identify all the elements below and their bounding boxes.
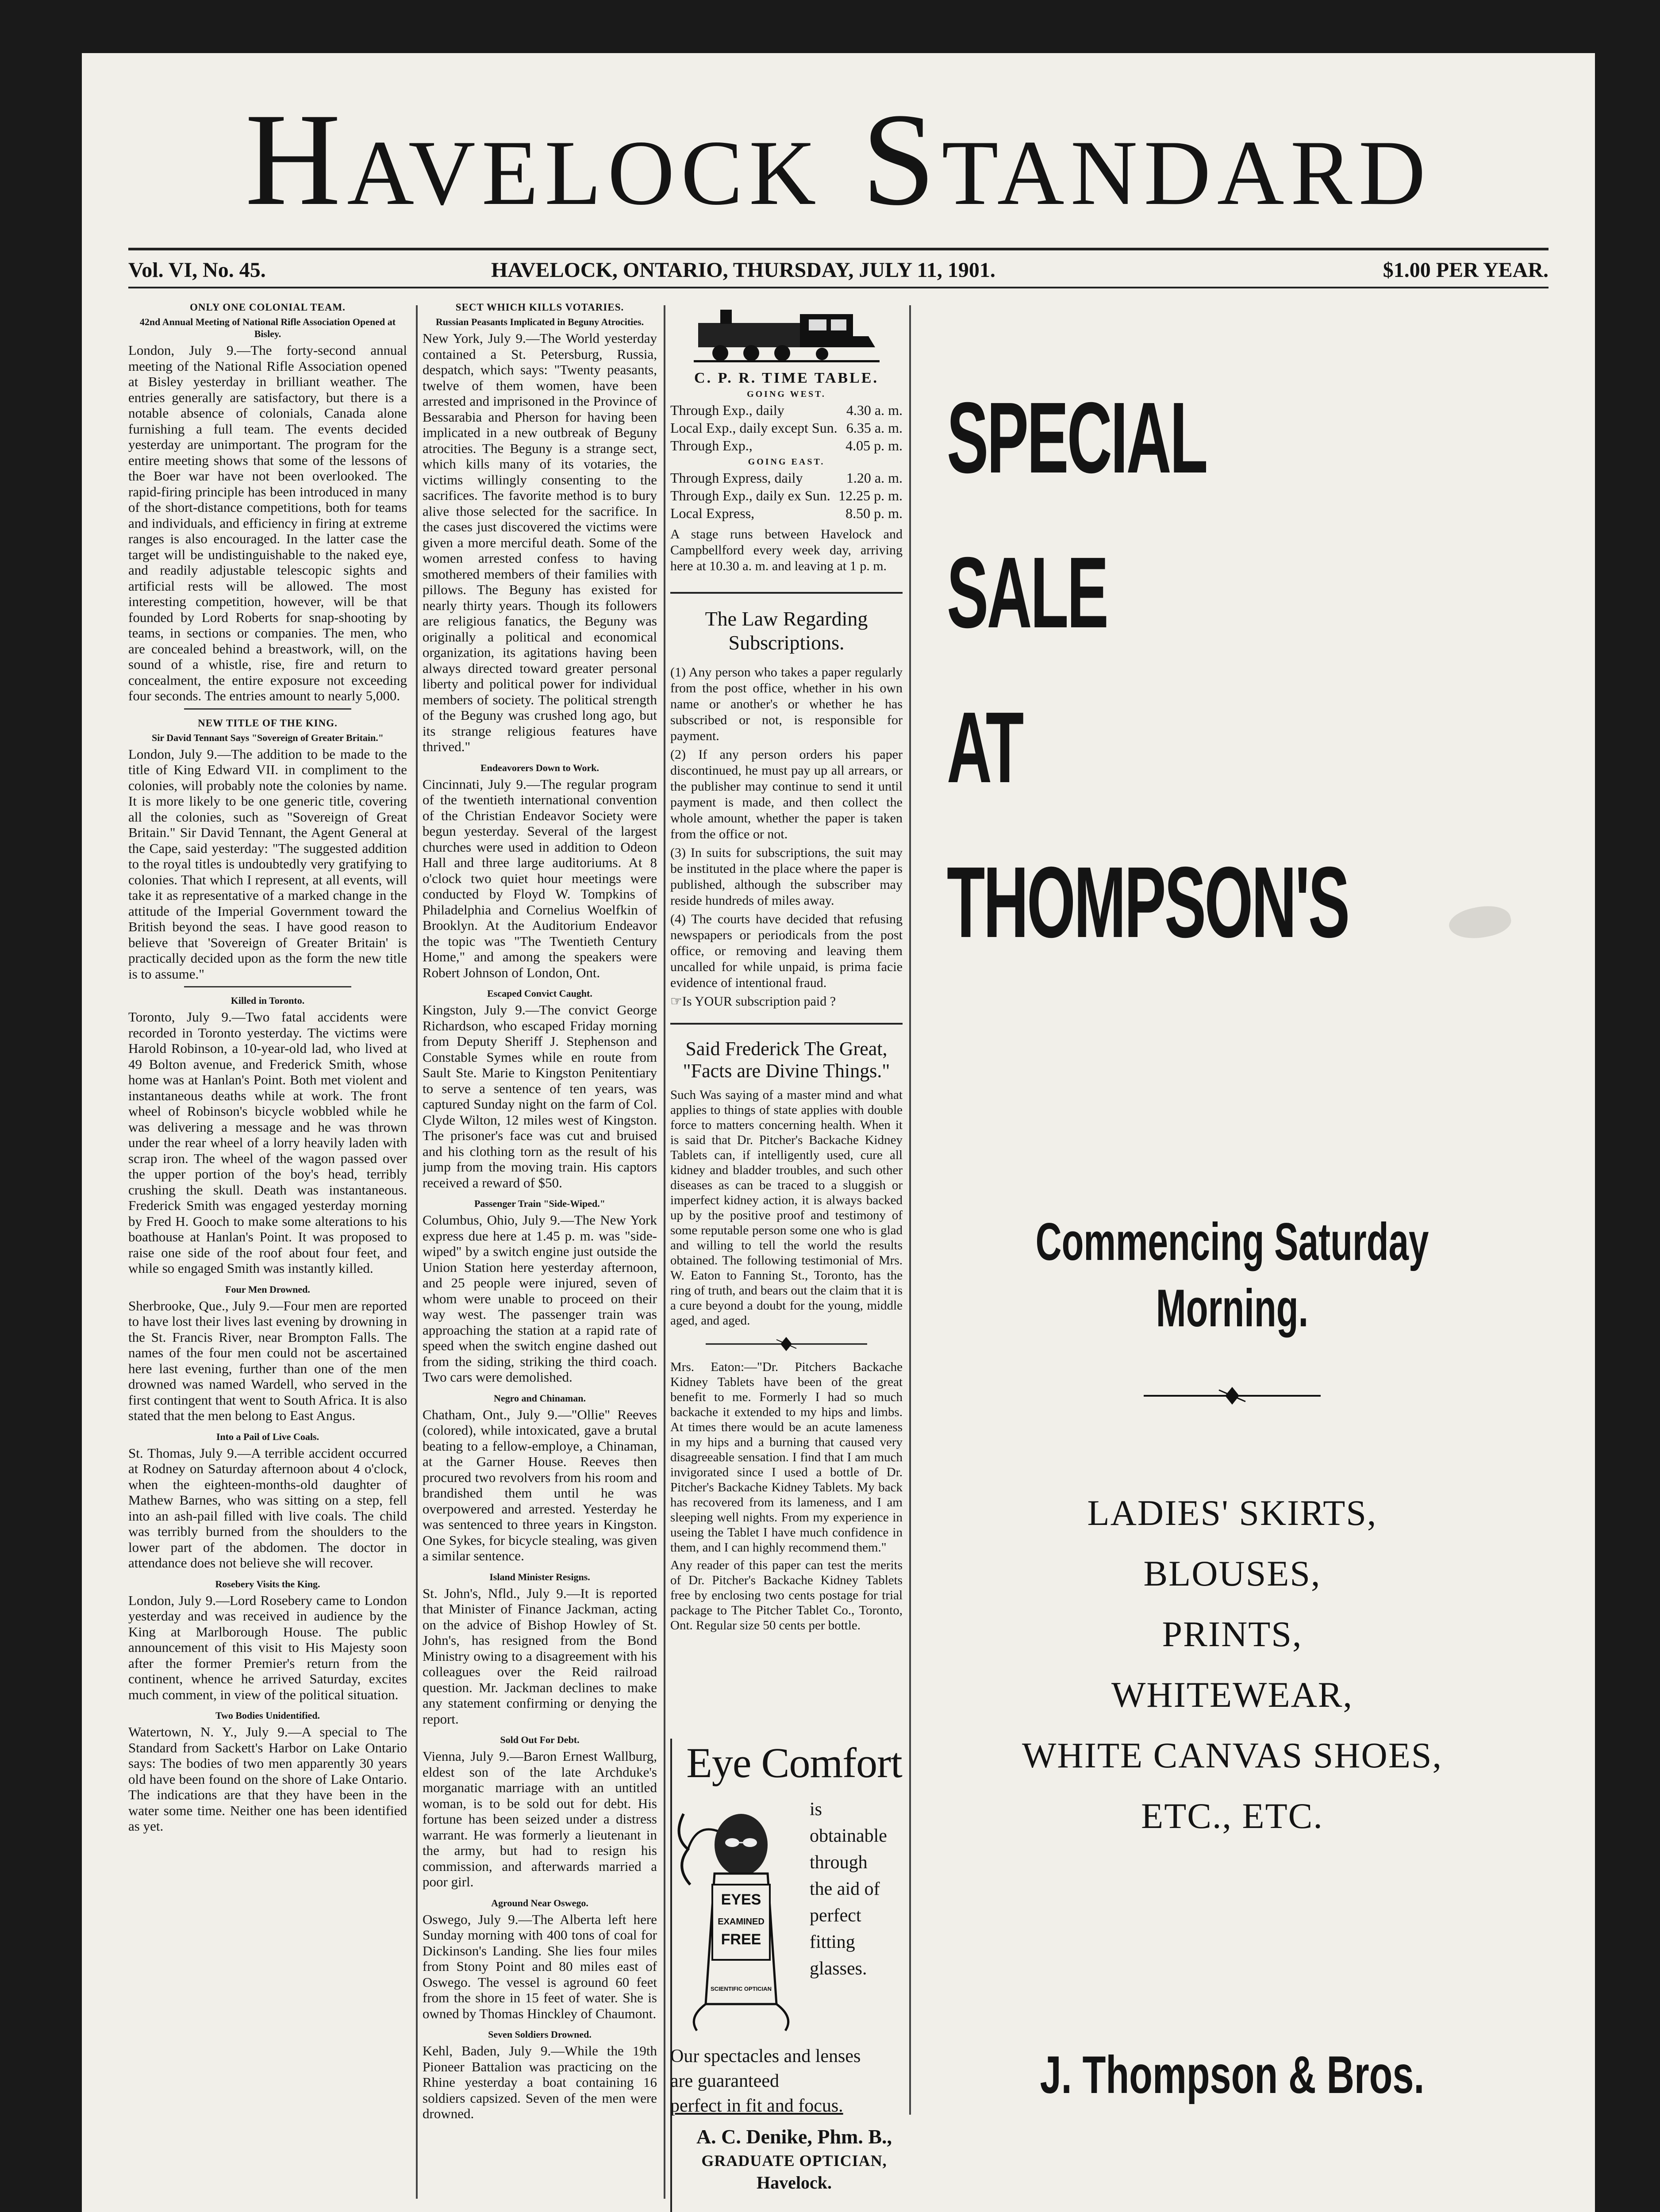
news-article: [423, 301, 657, 755]
eye-ad-line: perfect: [810, 1905, 861, 1926]
article-headline: Two Bodies Unidentified.: [215, 1710, 320, 1721]
article-headline: Four Men Drowned.: [225, 1283, 310, 1295]
section-rule: [670, 592, 903, 594]
sale-headline-line: SPECIAL: [947, 382, 1207, 494]
eye-ad-line: obtainable: [810, 1826, 887, 1846]
timetable-east-label: GOING EAST.: [748, 457, 825, 467]
news-article: [128, 301, 407, 710]
article-body: Kingston, July 9.—The convict George Richardson, who escaped Friday morning from Deputy Sheriff J. Stephenson and Constable Symes while en route from Sault Ste. Marie to Kingston Penitentiary to serve a sentence of ten years, was captured Sunday night on the farm of Col. Clyde Wilton, 12 miles west of Kingston. The prisoner's face was cut and bruised and his clothing torn as the result of his jump from the moving train. His captors received a reward of $50.: [423, 1002, 657, 1190]
eye-ad-guarantee-line: Our spectacles and lenses: [670, 2046, 861, 2066]
optician-town: Havelock.: [757, 2173, 832, 2193]
law-clause: (2) If any person orders his paper discontinued, he must pay up all arrears, or the publisher may continue to send it until payment is made, and then collect the whole amount, whether the paper is taken from the office or not.: [670, 747, 903, 841]
article-divider: [184, 986, 351, 987]
article-headline: Rosebery Visits the King.: [215, 1578, 320, 1590]
sale-headline-line: SALE: [947, 537, 1107, 649]
offer-body: Any reader of this paper can test the merits of Dr. Pitcher's Backache Kidney Tablets free by enclosing two cents postage for trial package to The Pitcher Tablet Co., Toronto, Ont. Regular size 50 cents per bottle.: [670, 1558, 903, 1632]
article-body: London, July 9.—Lord Rosebery came to London yesterday and was received in audience by the King at Marlborough House. The public announcement of this visit to His Majesty soon after the former Premier's return from the continent, whence he arrived Saturday, excites much comment, in view of the political situation.: [128, 1592, 407, 1702]
news-article: [423, 1571, 657, 1727]
article-subhead: Russian Peasants Implicated in Beguny Atrocities.: [435, 316, 644, 327]
sign-eyes: EYES: [721, 1891, 761, 1908]
eye-ad-line: through: [810, 1852, 868, 1873]
timetable-row: [670, 437, 903, 454]
article-subhead: Sir David Tennant Says "Sovereign of Greater Britain.": [152, 732, 384, 743]
column-divider: [416, 305, 418, 2199]
news-article: [423, 2028, 657, 2122]
testimonial-body: Mrs. Eaton:—"Dr. Pitchers Backache Kidney Tablets have been of the great benefit to me. Formerly I had so much backache it extended to my hips and limbs. At times there would be an acute lameness in my hips and a burning that caused very disagreeable sensation. I find that I am much invigorated since I used a bottle of Dr. Pitcher's Backache Kidney Tablets. My back has recovered from its lameness, and I am sleeping well nights. From my experience in useing the Tablet I have much confidence in them, and I can highly recommend them.": [670, 1360, 903, 1555]
eye-comfort-ad: [670, 1739, 918, 2212]
news-article: [128, 717, 407, 988]
sale-item: LADIES' SKIRTS,: [1087, 1493, 1377, 1533]
train-time: 8.50 p. m.: [845, 505, 903, 521]
sign-free: FREE: [721, 1931, 761, 1948]
article-headline: Into a Pail of Live Coals.: [216, 1431, 319, 1442]
article-subhead: 42nd Annual Meeting of National Rifle Association Opened at Bisley.: [139, 316, 396, 339]
sale-item: WHITEWEAR,: [1111, 1674, 1353, 1715]
article-body: London, July 9.—The forty-second annual meeting of the National Rifle Association opened at Bisley yesterday in brilliant weather. The entries generally are satisfactory, but there is a notable absence of colonials, Canada alone furnishing a full team. The events decided yesterday are unimportant. The program for the entire meeting shows that some of the lessons of the Boer war have not been overlooked. The rapid-firing principle has been introduced in many of the short-distance competitions, both for teams and individuals, and efficiency in firing at extreme ranges is also encouraged. In the latter case the target will be undistinguishable to the naked eye, and readily adjustable telescopic sights and artificial rests will be allowed. The most interesting competition, however, will be that founded by Lord Roberts for snap-shooting by teams, in sections or companies. The men, who are concealed behind a breastwork, will, on the sound of a whistle, rise, fire and return to concealment, the entire exposure not exceeding four seconds. The entries amount to nearly 5,000.: [128, 342, 407, 703]
article-body: New York, July 9.—The World yesterday contained a St. Petersburg, Russia, despatch, which says: "Twenty peasants, twelve of them women, have been arrested and imprisoned in the Province of Bessarabia and Pherson for having been implicated in a new outbreak of Beguny atrocities. The Beguny is a strange sect, which kills many of its votaries, the victims willingly consenting to the sacrifices. The favorite method is to bury alive those selected for the sacrifice. In the cases just discovered the victims were given a more merciful death. Some of the women arrested confess to having smothered members of their families with pillows. The Beguny has existed for nearly thirty years. Though its followers are religious fanatics, the Beguny was originally a political and economical organization, its agitations having been always directed toward greater personal liberty and political power for individual members of society. The political strength of the Beguny was crushed long ago, but its strange religious features have thrived.": [423, 330, 657, 754]
store-signature: J. Thompson & Bros.: [1040, 2045, 1425, 2104]
law-reminder: ☞Is YOUR subscription paid ?: [670, 994, 836, 1009]
eye-ad-title: Eye Comfort: [686, 1739, 902, 1786]
eye-ad-guarantee-line: are guaranteed: [670, 2071, 779, 2091]
timetable-row: [670, 401, 903, 419]
sale-item: WHITE CANVAS SHOES,: [1022, 1735, 1442, 1775]
section-rule: [670, 1023, 903, 1025]
locomotive-illustration: [694, 305, 880, 363]
eye-ad-copy: [810, 1796, 903, 1982]
news-article: [128, 995, 407, 1276]
news-article: [128, 1578, 407, 1703]
timetable-west-label: GOING WEST.: [747, 389, 826, 399]
sale-headline-line: THOMPSON'S: [947, 846, 1349, 959]
eye-ad-line: is: [810, 1799, 822, 1820]
article-divider: [184, 708, 351, 710]
article-body: Toronto, July 9.—Two fatal accidents were recorded in Toronto yesterday. The victims were Harold Robinson, a 10-year-old lad, who lived at 49 Bolton avenue, and Frederick Smith, whose home was at Hanlan's Point. Both met violent and instantaneous deaths while at work. The front wheel of Robinson's bicycle wobbled while he was delivering a message and he was thrown under the rear wheel of a lorry heavily laden with scrap iron. The wheel of the wagon passed over the upper portion of the boy's head, terribly crushing the skull. Death was instantaneous. Frederick Smith was engaged yesterday morning by Fred H. Gooch to make some alterations to his boathouse at Hanlan's Point. It was proposed to raise one side of the roof about four feet, and while so engaged Smith was instantly killed.: [128, 1009, 407, 1276]
article-headline: Passenger Train "Side-Wiped.": [474, 1198, 605, 1209]
train-time: 4.30 a. m.: [846, 402, 903, 418]
sale-item: ETC., ETC.: [1141, 1796, 1323, 1836]
news-column-1: [128, 301, 407, 2203]
timetable-title: C. P. R. TIME TABLE.: [694, 370, 879, 386]
article-headline: Island Minister Resigns.: [489, 1571, 590, 1582]
train-time: 1.20 a. m.: [846, 470, 903, 486]
eye-ad-line: glasses.: [810, 1959, 867, 1979]
frederick-title: Said Frederick The Great, "Facts are Divine Things.": [683, 1038, 890, 1082]
dateline: [128, 254, 1549, 290]
article-body: Watertown, N. Y., July 9.—A special to The Standard from Sackett's Harbor on Lake Ontario says: The bodies of two men apparently 30 years old have been found on the shore of Lake Ontario. The indications are that they have been in the water some time. Neither one has been identified as yet.: [128, 1724, 407, 1834]
place-date: HAVELOCK, ONTARIO, THURSDAY, JULY 11, 1901.: [491, 258, 995, 282]
newspaper-page: [82, 53, 1595, 2212]
masthead-title: Havelock Standard: [245, 86, 1432, 233]
masthead-rule: [128, 248, 1549, 250]
news-article: [423, 1392, 657, 1564]
ornament-divider: [670, 1331, 903, 1357]
sign-scientific-optician: SCIENTIFIC OPTICIAN: [711, 1985, 772, 1992]
news-article: [423, 1897, 657, 2022]
news-article: [423, 1734, 657, 1890]
article-body: Vienna, July 9.—Baron Ernest Wallburg, eldest son of the late Archduke's morganatic marriage with an untitled woman, is to be sold out for debt. His fortune has been seized under a distress warrant. He was formerly a lieutenant in the army, but had to resign his commission, and afterwards married a poor girl.: [423, 1748, 657, 1889]
news-article: [423, 762, 657, 981]
law-clause: (4) The courts have decided that refusing newspapers or periodicals from the post office, or removing and leaving them uncalled for while unpaid, is prima facie evidence of intentional fraud.: [670, 912, 903, 990]
sale-start-time: Morning.: [1156, 1279, 1309, 1338]
eye-ad-guarantee: [670, 2044, 918, 2118]
timetable-row: [670, 504, 903, 522]
ornament-divider: [1144, 1380, 1321, 1411]
volume-number: Vol. VI, No. 45.: [128, 258, 266, 282]
article-headline: Negro and Chinaman.: [493, 1392, 586, 1404]
article-body: Sherbrooke, Que., July 9.—Four men are reported to have lost their lives last evening by drowning in the St. Francis River, near Brompton Falls. The names of the four men could not be ascertained here last evening, further than one of the men drowned was named Wardell, who served in the first contingent that went to South Africa. It is also stated that the men belong to East Angus.: [128, 1298, 407, 1423]
train-name: Local Exp., daily except Sun.: [670, 420, 838, 436]
news-article: [128, 1283, 407, 1424]
dateline-rule: [128, 287, 1549, 288]
subscription-price: $1.00 PER YEAR.: [1383, 258, 1549, 282]
timetable-row: [670, 469, 903, 487]
article-headline: Escaped Convict Caught.: [487, 988, 592, 999]
frederick-body: Such Was saying of a master mind and what applies to things of state applies with double force to matters concerning health. When it is said that Dr. Pitcher's Backache Kidney Tablets can, if intelligently used, cure all kidney and bladder troubles, and such other diseases as can be traced to a sluggish or imperfect kidney action, it is always backed up by the positive proof and testimony of some reputable person some one who is glad and willing to tell the world the results obtained. The following testimonial of Mrs. W. Eaton to Fanning St., Toronto, has the ring of truth, and bears out the claim that it is a cure beyond a doubt for the young, middle aged, and aged.: [670, 1088, 903, 1328]
timetable-row: [670, 487, 903, 504]
train-name: Through Express, daily: [670, 470, 803, 486]
train-name: Local Express,: [670, 505, 755, 521]
train-time: 4.05 p. m.: [845, 438, 903, 453]
train-name: Through Exp., daily: [670, 402, 784, 418]
news-article: [423, 1198, 657, 1385]
optician-signature: [670, 2124, 918, 2194]
news-column-2: [423, 301, 657, 2203]
article-headline: Aground Near Oswego.: [491, 1897, 588, 1909]
news-article: [423, 987, 657, 1190]
optician-name: A. C. Denike, Phm. B.,: [696, 2125, 892, 2148]
news-article: [128, 1709, 407, 1834]
article-body: London, July 9.—The addition to be made to the title of King Edward VII. in compliment to the colonies, will probably note the colonies by name. It is more likely to be one generic title, covering all the colonies, such as "Sovereign of Great Britain." Sir David Tennant, the Agent General at the Cape, said yesterday: "The suggested addition to the royal titles is undoubtedly very gratifying to colonies. That which I represent, at all events, will take it as representative of a marked change in the attitude of the Imperial Government toward the British beyond the seas. I have good reason to believe that 'Sovereign of Greater Britain' is practically decided upon as the form the new title is to assume.": [128, 746, 407, 982]
article-body: Kehl, Baden, July 9.—While the 19th Pioneer Battalion was practicing on the Rhine yesterday a boat containing 16 soldiers capsized. Seven of the men were drowned.: [423, 2043, 657, 2121]
article-body: Oswego, July 9.—The Alberta left here Sunday morning with 400 tons of coal for Dickinson's Landing. She lies four miles from Stony Point and 80 miles east of Oswego. The vessel is aground 60 feet from the shore in 15 feet of water. She is owned by Thomas Hinckley of Chaumont.: [423, 1911, 657, 2021]
stage-note: A stage runs between Havelock and Campbellford every week day, arriving here at 10.30 a. m. and leaving at 1 p. m.: [670, 527, 903, 573]
article-headline: Endeavorers Down to Work.: [480, 762, 599, 773]
sale-start: Commencing Saturday: [1035, 1212, 1429, 1271]
column-divider: [664, 305, 665, 2199]
article-headline: NEW TITLE OF THE KING.: [198, 717, 338, 729]
optician-figure-illustration: [670, 1796, 807, 2035]
sale-items-list: [914, 1491, 1551, 1855]
sign-examined: EXAMINED: [718, 1917, 765, 1927]
article-headline: Sold Out For Debt.: [500, 1734, 580, 1745]
law-title: The Law Regarding Subscriptions.: [705, 607, 868, 654]
law-clause: (3) In suits for subscriptions, the suit may be instituted in the place where the paper is published, although the subscriber may reside hundreds of miles away.: [670, 845, 903, 908]
sale-item: PRINTS,: [1162, 1614, 1303, 1654]
timetable-row: [670, 419, 903, 437]
eye-ad-guarantee-line: perfect in fit and focus.: [670, 2096, 843, 2116]
thompsons-sale-ad: [914, 301, 1551, 2203]
article-body: Columbus, Ohio, July 9.—The New York express due here at 1.45 p. m. was "side-wiped" by a switch engine just outside the Union Station here yesterday afternoon, and 25 people were injured, seven of whom were unable to proceed on their way west. The passenger train was approaching the station at a rapid rate of speed when the switch engine dashed out from the siding, striking the third coach. Two cars were demolished.: [423, 1212, 657, 1385]
optician-title: GRADUATE OPTICIAN,: [701, 2152, 887, 2170]
train-time: 12.25 p. m.: [838, 488, 903, 503]
article-headline: SECT WHICH KILLS VOTARIES.: [455, 302, 624, 313]
article-body: Chatham, Ont., July 9.—"Ollie" Reeves (colored), while intoxicated, gave a brutal beating to a fellow-employe, a Chinaman, at the Garner House. Reeves then procured two revolvers from his room and brandished them until he was overpowered and arrested. Yesterday he was sentenced to three years in Kingston. One Sykes, for bicycle stealing, was given a similar sentence.: [423, 1406, 657, 1563]
article-headline: Killed in Toronto.: [231, 995, 305, 1006]
article-headline: Seven Soldiers Drowned.: [488, 2029, 592, 2040]
eye-ad-line: fitting: [810, 1932, 855, 1952]
sale-headline-line: AT: [947, 691, 1022, 804]
news-article: [128, 1431, 407, 1571]
article-body: St. John's, Nfld., July 9.—It is reported that Minister of Finance Jackman, acting on the advice of Bishop Howley of St. John's, has resigned from the Bond Ministry owing to a disagreement with his colleagues over the Reid railroad question. Mr. Jackman declines to make any statement confirming or denying the report.: [423, 1585, 657, 1727]
eye-ad-line: the aid of: [810, 1879, 880, 1899]
article-body: Cincinnati, July 9.—The regular program of the twentieth international convention of the Christian Endeavor Society were begun yesterday. Several of the largest churches were used in addition to Odeon Hall and three large auditoriums. At 8 o'clock two quiet hour meetings were conducted by Floyd W. Tompkins of Philadelphia and Cornelius Woelfkin of Brooklyn. At the Auditorium Endeavor the topic was "The Twentieth Century Home," and among the speakers were Robert Johnson of London, Ont.: [423, 776, 657, 980]
article-headline: ONLY ONE COLONIAL TEAM.: [190, 302, 346, 313]
law-clause: (1) Any person who takes a paper regularly from the post office, whether in his own name or another's or whether he has subscribed or not, is responsible for payment.: [670, 665, 903, 743]
train-name: Through Exp., daily ex Sun.: [670, 488, 830, 503]
train-time: 6.35 a. m.: [846, 420, 903, 436]
sale-item: BLOUSES,: [1143, 1553, 1321, 1594]
train-name: Through Exp.,: [670, 438, 753, 453]
article-body: St. Thomas, July 9.—A terrible accident occurred at Rodney on Saturday afternoon about 4 o'clock, when the eighteen-months-old daughter of Mathew Barnes, who was sitting on a step, fell into an ash-pail filled with live coals. The child was terribly burned from the shoulders to the lower part of the abdomen. The doctor in attendance does not believe she will recover.: [128, 1445, 407, 1571]
